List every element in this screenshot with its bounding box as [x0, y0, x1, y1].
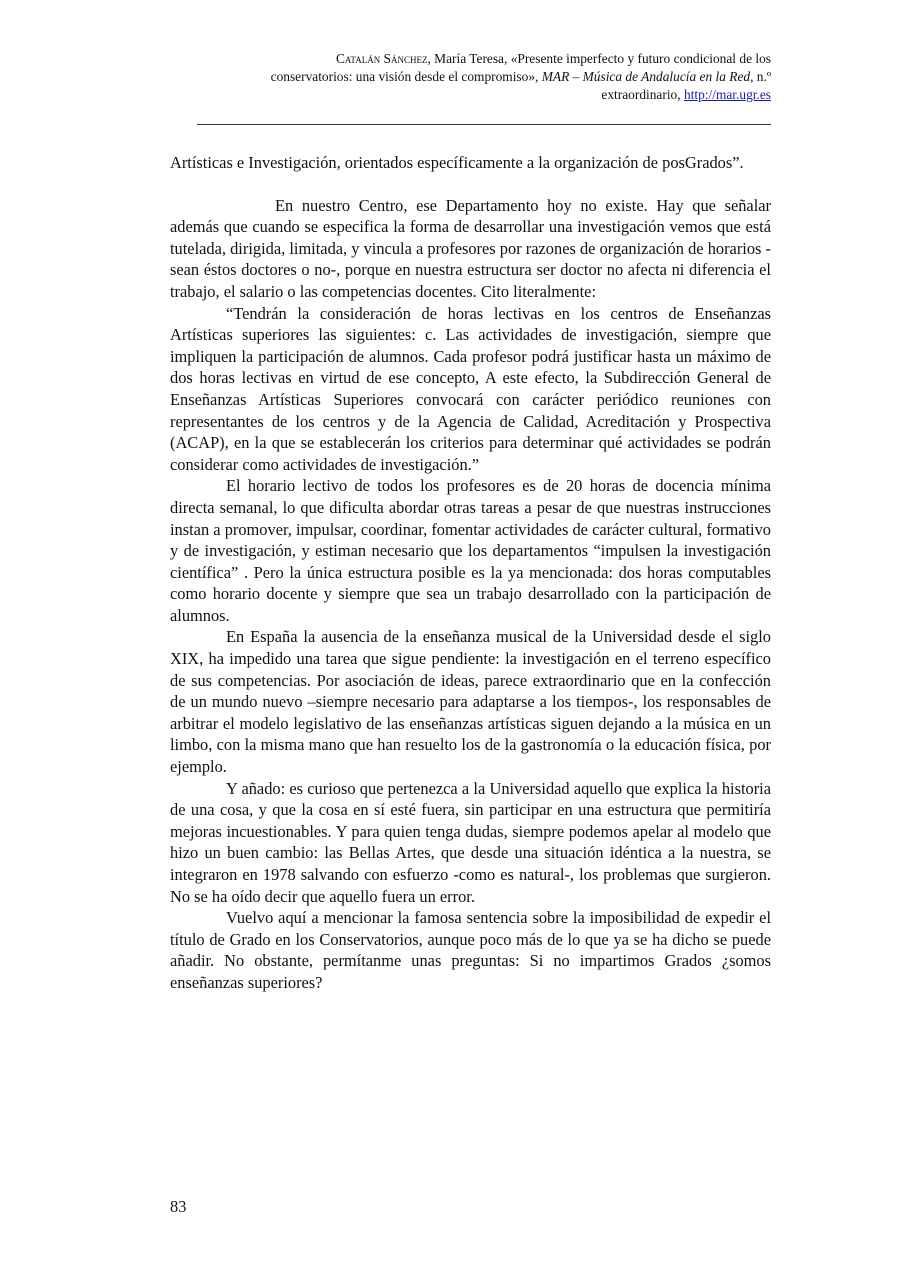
running-header	[170, 50, 771, 104]
block-quote: “Tendrán la consideración de horas lectivas en los centros de Enseñanzas Artísticas superiores las siguientes: c. Las actividades de investigación, siempre que impliquen la participación de alumnos. Cada profesor podrá justificar hasta un máximo de dos horas lectivas en virtud de ese concepto, A este efecto, la Subdirección General de Enseñanzas Artísticas Superiores convocará con carácter periódico reuniones con representantes de los centros y de la Agencia de Calidad, Acreditación y Prospectiva (ACAP), en la que se establecerán los criterios para determinar qué actividades se podrán considerar como actividades de investigación.”	[170, 303, 771, 474]
page-number: 83	[170, 1197, 187, 1216]
header-url-link[interactable]: http://mar.ugr.es	[683, 87, 771, 102]
header-divider	[197, 124, 771, 125]
paragraph: En nuestro Centro, ese Departamento hoy no existe. Hay que señalar además que cuando se especifica la forma de desarrollar una investigación vemos que está tutelada, dirigida, limitada, y vincula a profesores por razones de organización de horarios -sean éstos doctores o no-, porque en nuestra estructura ser doctor no afecta ni diferencia el trabajo, el salario o las competencias docentes. Cito literalmente:	[170, 195, 771, 301]
header-journal: MAR – Música de Andalucía en la Red	[541, 69, 751, 84]
header-author: Catalán Sánchez	[335, 51, 428, 66]
paragraph: Vuelvo aquí a mencionar la famosa sentencia sobre la imposibilidad de expedir el título de Grado en los Conservatorios, aunque poco más de lo que ya se ha dicho se puede añadir. No obstante, permítanme unas preguntas: Si no impartimos Grados ¿somos enseñanzas superiores?	[170, 908, 771, 992]
paragraph: Y añado: es curioso que pertenezca a la Universidad aquello que explica la historia de una cosa, y que la cosa en sí esté fuera, sin participar en una estructura que permitiría mejoras incuestionables. Y para quien tenga dudas, siempre podemos apelar al modelo que hizo un buen cambio: las Bellas Artes, que desde una situación idéntica a la nuestra, se integraron en 1978 salvando con esfuerzo -como es natural-, los problemas que surgieron. No se ha oído decir que aquello fuera un error.	[170, 778, 771, 906]
header-title-line2: conservatorios: una visión desde el compromiso»,	[270, 69, 542, 84]
paragraph: El horario lectivo de todos los profesores es de 20 horas de docencia mínima directa semanal, lo que dificulta abordar otras tareas a pesar de que nuestras instrucciones instan a promover, impulsar, coordinar, fomentar actividades de carácter cultural, formativo y de investigación, y estiman necesario que los departamentos “impulsen la investigación científica” . Pero la única estructura posible es la ya mencionada: dos horas computables como horario docente y siempre que sea un trabajo desarrollado con la participación de alumnos.	[170, 476, 771, 625]
article-body	[170, 152, 771, 994]
header-issue: , n.º	[750, 69, 771, 84]
paragraph: Artísticas e Investigación, orientados específicamente a la organización de posGrados”.	[170, 153, 744, 172]
header-title-line1: , María Teresa, «Presente imperfecto y futuro condicional de los	[427, 51, 771, 66]
paragraph: En España la ausencia de la enseñanza musical de la Universidad desde el siglo XIX, ha impedido una tarea que sigue pendiente: la investigación en el terreno específico de sus competencias. Por asociación de ideas, parece extraordinario que en la confección de un mundo nuevo –siempre necesario para adaptarse a los tiempos-, los responsables de arbitrar el modelo legislativo de las enseñanzas artísticas siguen dejando a la música en un limbo, con la misma mano que han resuelto los de la gastronomía o la educación física, por ejemplo.	[170, 627, 771, 777]
header-issue-type: extraordinario,	[601, 87, 684, 102]
paragraph-gap	[170, 174, 771, 195]
